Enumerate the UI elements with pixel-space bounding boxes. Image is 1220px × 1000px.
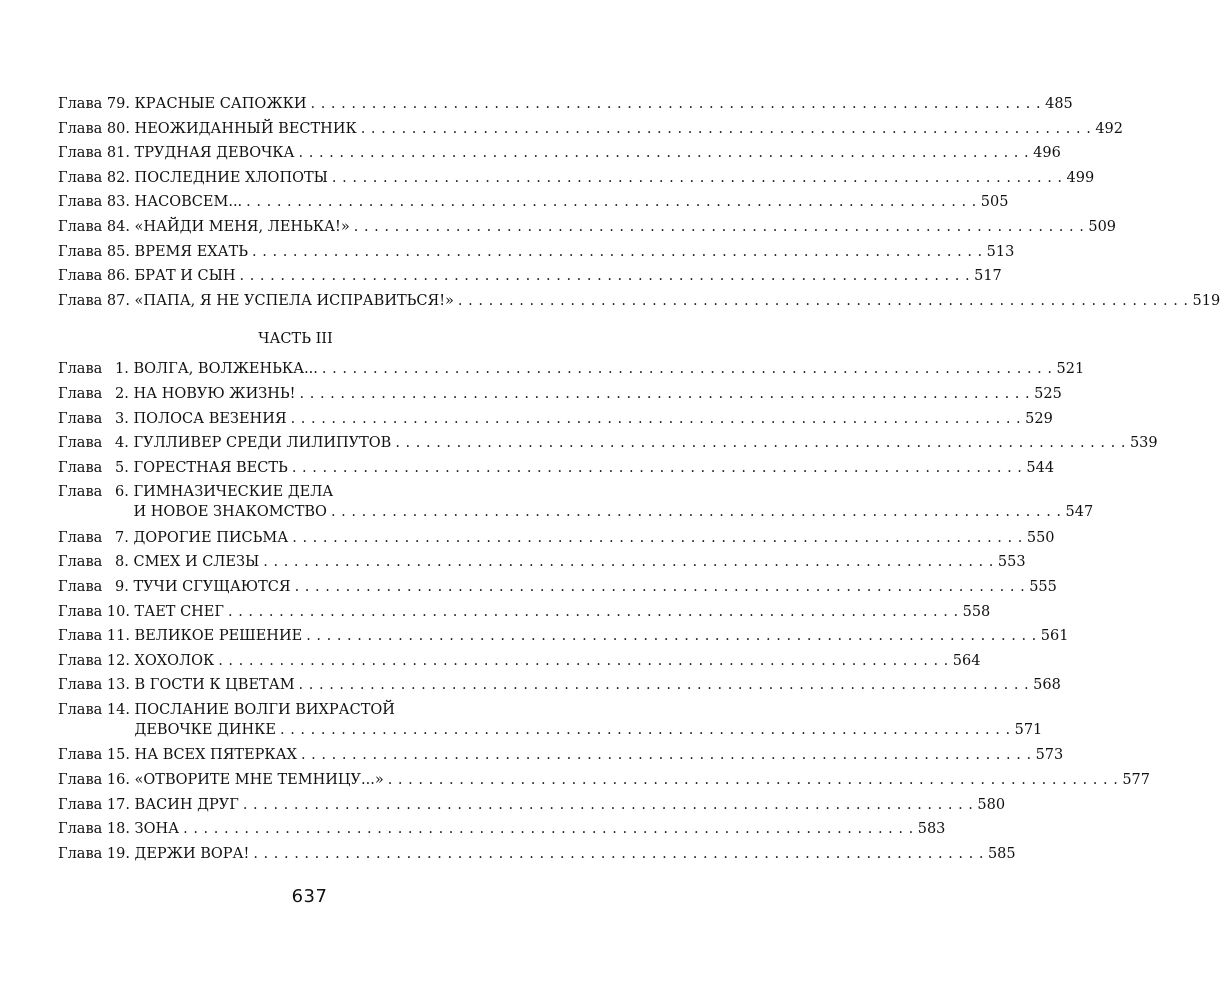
chapter-label <box>58 793 135 818</box>
chapter-word: Глава <box>58 701 103 718</box>
chapter-number: 84. <box>106 218 130 235</box>
dot-leader <box>299 141 1030 166</box>
chapter-label <box>58 649 135 674</box>
chapter-label <box>58 700 135 720</box>
toc-entry <box>58 624 1069 649</box>
chapter-label <box>58 431 133 456</box>
toc-entry <box>58 673 1061 698</box>
chapter-number: 80. <box>106 120 130 137</box>
page-ref: 547 <box>1065 504 1094 521</box>
chapter-number: 14. <box>106 701 130 718</box>
chapter-title: СМЕХ И СЛЕЗЫ <box>133 554 260 571</box>
chapter-label <box>58 817 135 842</box>
toc-entry <box>58 575 1057 600</box>
chapter-label <box>58 141 135 166</box>
toc-entry <box>58 649 981 674</box>
toc-entry <box>58 190 1009 215</box>
chapter-title: КРАСНЫЕ САПОЖКИ <box>134 96 307 112</box>
chapter-title-line2 <box>133 502 1094 522</box>
chapter-label <box>58 190 135 215</box>
chapter-word: Глава <box>58 796 103 813</box>
chapter-number: 3. <box>115 410 129 427</box>
dot-leader <box>295 575 1026 600</box>
page-ref: 568 <box>1033 677 1061 694</box>
chapter-number: 5. <box>115 459 129 476</box>
toc-entry <box>58 600 991 625</box>
chapter-number: 83. <box>106 194 130 211</box>
part-2-list <box>58 92 1220 313</box>
dot-leader <box>458 289 1189 314</box>
page-ref: 517 <box>974 268 1002 285</box>
toc-entry <box>58 240 1015 265</box>
dot-leader <box>228 600 959 625</box>
page-ref: 529 <box>1025 410 1053 427</box>
chapter-number: 12. <box>106 652 130 669</box>
chapter-word: Глава <box>58 194 103 211</box>
page-ref: 509 <box>1088 218 1117 235</box>
chapter-title-block <box>134 700 1043 740</box>
page-ref: 539 <box>1129 435 1158 452</box>
chapter-label <box>58 600 135 625</box>
page-ref: 585 <box>987 845 1016 862</box>
chapter-title: ВОЛГА, ВОЛЖЕНЬКА... <box>133 361 318 378</box>
toc-entry <box>58 166 1095 191</box>
page-ref: 513 <box>986 243 1015 260</box>
chapter-label <box>58 382 133 407</box>
chapter-label <box>58 92 135 117</box>
chapter-word: Глава <box>58 243 103 260</box>
dot-leader <box>332 166 1063 191</box>
chapter-word: Глава <box>58 579 103 595</box>
page-ref: 571 <box>1014 721 1043 738</box>
page-ref: 553 <box>997 554 1026 571</box>
chapter-number: 6. <box>115 484 129 501</box>
page-ref: 555 <box>1029 579 1057 595</box>
chapter-title: ВРЕМЯ ЕХАТЬ <box>134 243 249 260</box>
toc-entry <box>58 526 1055 551</box>
dot-leader <box>253 842 984 867</box>
page-ref: 499 <box>1066 169 1095 186</box>
chapter-number: 79. <box>106 96 130 112</box>
chapter-number: 81. <box>106 145 130 162</box>
chapter-title: НЕОЖИДАННЫЙ ВЕСТНИК <box>134 120 357 137</box>
chapter-word: Глава <box>58 603 103 620</box>
dot-leader <box>263 550 994 575</box>
page-ref: 519 <box>1192 292 1220 309</box>
chapter-number: 1. <box>115 361 129 378</box>
chapter-number: 86. <box>106 268 130 285</box>
toc-entry <box>58 550 1026 575</box>
chapter-title: «НАЙДИ МЕНЯ, ЛЕНЬКА!» <box>134 218 350 235</box>
chapter-label <box>58 215 135 240</box>
dot-leader <box>280 720 1011 740</box>
chapter-number: 19. <box>106 845 130 862</box>
chapter-label <box>58 482 133 502</box>
chapter-title-block <box>133 482 1094 522</box>
chapter-title: ГИМНАЗИЧЕСКИЕ ДЕЛА <box>133 484 334 501</box>
chapter-number: 13. <box>106 677 130 694</box>
chapter-number: 16. <box>106 772 130 789</box>
page-ref: 521 <box>1056 361 1085 378</box>
toc-entry <box>58 264 1002 289</box>
chapter-title-continued: ДЕВОЧКЕ ДИНКЕ <box>134 721 276 738</box>
chapter-word: Глава <box>58 361 103 378</box>
toc-entry <box>58 817 946 842</box>
chapter-word: Глава <box>58 385 103 402</box>
chapter-title: НАСОВСЕМ... <box>134 194 243 211</box>
chapter-label <box>58 673 135 698</box>
page-ref: 550 <box>1026 529 1055 546</box>
page-ref: 485 <box>1045 96 1073 112</box>
chapter-word: Глава <box>58 772 103 789</box>
chapter-title: ПОСЛЕДНИЕ ХЛОПОТЫ <box>134 169 328 186</box>
chapter-number: 15. <box>106 747 130 764</box>
chapter-label <box>58 842 135 867</box>
chapter-title: НА ВСЕХ ПЯТЕРКАХ <box>134 747 297 764</box>
dot-leader <box>246 190 977 215</box>
page-ref: 558 <box>962 603 991 620</box>
chapter-word: Глава <box>58 459 103 476</box>
chapter-number: 4. <box>115 435 129 452</box>
chapter-title: ТАЕТ СНЕГ <box>134 603 224 620</box>
dot-leader <box>301 743 1032 768</box>
dot-leader <box>322 357 1053 382</box>
dot-leader <box>354 215 1085 240</box>
page-ref: 492 <box>1095 120 1123 137</box>
chapter-number: 17. <box>106 796 130 813</box>
chapter-word: Глава <box>58 484 103 501</box>
chapter-word: Глава <box>58 145 103 162</box>
chapter-label <box>58 456 133 481</box>
dot-leader <box>218 649 949 674</box>
chapter-number: 11. <box>106 628 130 645</box>
chapter-label <box>58 240 135 265</box>
chapter-word: Глава <box>58 554 103 571</box>
chapter-number: 8. <box>115 554 129 571</box>
dot-leader <box>300 382 1031 407</box>
page-ref: 580 <box>977 796 1006 813</box>
chapter-label <box>58 526 133 551</box>
chapter-label <box>58 407 133 432</box>
part-3-heading: ЧАСТЬ III <box>258 331 333 348</box>
chapter-label <box>58 550 133 575</box>
toc-entry <box>58 456 1055 481</box>
chapter-title-line2 <box>134 720 1043 740</box>
chapter-label <box>58 117 135 142</box>
page-number: 637 <box>291 886 328 907</box>
chapter-title: ГУЛЛИВЕР СРЕДИ ЛИЛИПУТОВ <box>133 435 392 452</box>
chapter-number: 10. <box>106 603 130 620</box>
chapter-word: Глава <box>58 96 103 112</box>
chapter-title: ХОХОЛОК <box>134 652 215 669</box>
dot-leader <box>395 431 1126 456</box>
chapter-title: БРАТ И СЫН <box>134 268 236 285</box>
chapter-label <box>58 743 135 768</box>
dot-leader <box>331 502 1062 522</box>
chapter-title: ГОРЕСТНАЯ ВЕСТЬ <box>133 459 288 476</box>
chapter-word: Глава <box>58 268 103 285</box>
dot-leader <box>291 407 1022 432</box>
chapter-label <box>58 357 133 382</box>
part-3-list <box>58 357 1158 866</box>
chapter-title: «ОТВОРИТЕ МНЕ ТЕМНИЦУ...» <box>134 772 384 789</box>
chapter-word: Глава <box>58 529 103 546</box>
chapter-title: НА НОВУЮ ЖИЗНЬ! <box>133 385 296 402</box>
dot-leader <box>310 92 1041 117</box>
chapter-word: Глава <box>58 677 103 694</box>
toc-entry <box>58 431 1158 456</box>
toc-entry <box>58 407 1053 432</box>
toc-entry <box>58 92 1073 117</box>
chapter-title: ТУЧИ СГУЩАЮТСЯ <box>133 579 291 595</box>
toc-entry <box>58 768 1150 793</box>
chapter-number: 87. <box>106 292 130 309</box>
chapter-title-continued: И НОВОЕ ЗНАКОМСТВО <box>133 504 327 521</box>
page-ref: 525 <box>1034 385 1062 402</box>
page-ref: 583 <box>917 821 946 838</box>
toc-entry <box>58 480 1094 526</box>
chapter-title: ПОСЛАНИЕ ВОЛГИ ВИХРАСТОЙ <box>134 701 395 718</box>
table-of-contents <box>58 92 1220 866</box>
chapter-word: Глава <box>58 120 103 137</box>
chapter-label <box>58 289 135 314</box>
chapter-word: Глава <box>58 435 103 452</box>
chapter-number: 18. <box>106 821 130 838</box>
toc-entry <box>58 382 1062 407</box>
dot-leader <box>361 117 1092 142</box>
page-ref: 544 <box>1026 459 1055 476</box>
toc-entry <box>58 357 1085 382</box>
chapter-word: Глава <box>58 628 103 645</box>
chapter-word: Глава <box>58 845 103 862</box>
page-ref: 561 <box>1040 628 1069 645</box>
chapter-title: ЗОНА <box>134 821 180 838</box>
chapter-label <box>58 624 135 649</box>
toc-entry <box>58 743 1064 768</box>
chapter-title: ДОРОГИЕ ПИСЬМА <box>133 529 289 546</box>
chapter-word: Глава <box>58 292 103 309</box>
toc-entry <box>58 289 1220 314</box>
toc-entry <box>58 842 1016 867</box>
page-ref: 505 <box>980 194 1009 211</box>
chapter-number: 2. <box>115 385 129 402</box>
dot-leader <box>243 793 974 818</box>
page-ref: 577 <box>1122 772 1150 789</box>
chapter-word: Глава <box>58 218 103 235</box>
chapter-title: ПОЛОСА ВЕЗЕНИЯ <box>133 410 287 427</box>
dot-leader <box>183 817 914 842</box>
dot-leader <box>388 768 1119 793</box>
page-ref: 573 <box>1035 747 1064 764</box>
chapter-word: Глава <box>58 747 103 764</box>
chapter-title: ВАСИН ДРУГ <box>134 796 239 813</box>
dot-leader <box>299 673 1030 698</box>
toc-entry <box>58 698 1043 744</box>
chapter-number: 9. <box>115 579 129 595</box>
chapter-title: «ПАПА, Я НЕ УСПЕЛА ИСПРАВИТЬСЯ!» <box>134 292 454 309</box>
chapter-word: Глава <box>58 821 103 838</box>
chapter-label <box>58 264 135 289</box>
chapter-word: Глава <box>58 652 103 669</box>
toc-entry <box>58 215 1117 240</box>
toc-entry <box>58 793 1006 818</box>
chapter-title: В ГОСТИ К ЦВЕТАМ <box>134 677 295 694</box>
chapter-label <box>58 166 135 191</box>
page-ref: 496 <box>1033 145 1061 162</box>
chapter-number: 85. <box>106 243 130 260</box>
chapter-title: ДЕРЖИ ВОРА! <box>134 845 250 862</box>
toc-entry <box>58 141 1061 166</box>
chapter-number: 82. <box>106 169 130 186</box>
toc-entry <box>58 117 1123 142</box>
dot-leader <box>239 264 970 289</box>
page-ref: 564 <box>952 652 981 669</box>
dot-leader <box>252 240 983 265</box>
chapter-word: Глава <box>58 169 103 186</box>
chapter-label <box>58 575 133 600</box>
chapter-number: 7. <box>115 529 129 546</box>
chapter-label <box>58 768 135 793</box>
dot-leader <box>292 526 1023 551</box>
dot-leader <box>292 456 1023 481</box>
chapter-title: ТРУДНАЯ ДЕВОЧКА <box>134 145 295 162</box>
chapter-word: Глава <box>58 410 103 427</box>
chapter-title: ВЕЛИКОЕ РЕШЕНИЕ <box>134 628 303 645</box>
dot-leader <box>306 624 1037 649</box>
